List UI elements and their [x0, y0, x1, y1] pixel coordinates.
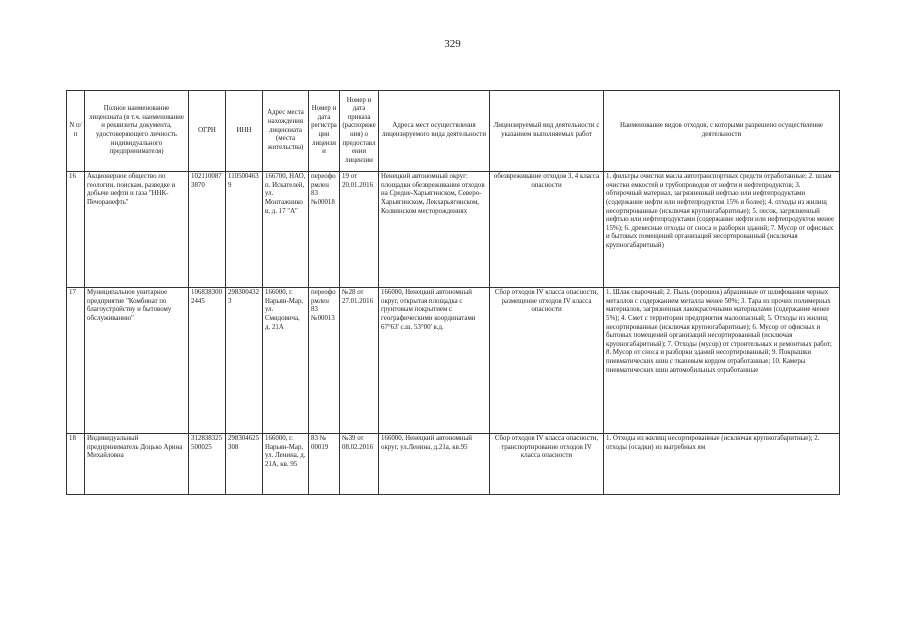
header-ogrn: ОГРН: [189, 91, 226, 172]
activity-address: Ненецкий автономный округ: площадки обезвреживания отходов на Средне-Харьягинском, Северо-Харьягинском, Лекхарьягинском, Колвинском месторождениях: [379, 172, 490, 288]
activity-address: 166000, Ненецкий автономный округ, открытая площадка с грунтовым покрытием с географическими координатами 67°63' с.ш. 53°00' в.д.: [379, 288, 490, 434]
waste-types: 1. Шлак сварочный; 2. Пыль (порошок) абразивные от шлифования черных металлов с содержанием металла менее 50%; 3. Тара из прочих полимерных материалов, загрязненная лакокрасочными материалами (содержание менее 5%); 4. Смет с территории предприятия малоопасный; 5. Отходы из жилищ несортированные (исключая крупногабаритные); 6. Мусор от офисных и бытовых помещений организаций несортированный (исключая крупногабаритный); 7. Отходы (мусор) от строительных и ремонтных работ; 8. Мусор от сноса и разборки зданий несортированный; 9. Покрышки пневматических шин с тканевым кордом отработанные; 10. Камеры пневматических шин автомобильных отработанные: [604, 288, 840, 434]
licensee-name: Индивидуальный предприниматель Доцько Арина Михайловна: [85, 434, 189, 495]
inn-value: 1105004639: [226, 172, 263, 288]
licensee-address: 166000, г. Нарьян-Мар, ул. Ленина, д. 21А, кв. 95: [263, 434, 309, 495]
waste-types: 1. фильтры очистки масла автотранспортных средств отработанные; 2. шлам очистки емкостей и трубопроводов от нефти и нефтепродуктов; 3. обтирочный материал, загрязненный нефтью или нефтепродуктами (содержание нефти или нефтепродуктов 15% и более); 4. отходы из жилищ несортированные (исключая крупногабаритные); 5. песок, загрязненный нефтью или нефтепродуктами (содержание нефти или нефтепродуктов менее 15%); 6. древесные отходы от сноса и разборки зданий; 7. Мусор от офисных и бытовых помещений организаций несортированный (исключая крупногабаритный): [604, 172, 840, 288]
inn-value: 2983004323: [226, 288, 263, 434]
license-number: переоформлен 83 №00018: [309, 172, 340, 288]
table-row: [67, 288, 840, 434]
order-number: 19 от 20.01.2016: [340, 172, 379, 288]
page-number: 329: [444, 38, 461, 50]
activity-type: Сбор отходов IV класса опасности, транспортирование отходов IV класса опасности: [490, 434, 604, 495]
licensee-address: 166700, НАО, п. Искателей, ул. Монтажников, д. 17 "А": [263, 172, 309, 288]
licensee-name: Муниципальное унитарное предприятие "Комбинат по благоустройству и бытовому обслуживанию": [85, 288, 189, 434]
order-number: №28 от 27.01.2016: [340, 288, 379, 434]
order-number: №39 от 08.02.2016: [340, 434, 379, 495]
activity-address: 166000, Ненецкий автономный округ, ул.Ленина, д.21а, кв.95: [379, 434, 490, 495]
inn-value: 298304625308: [226, 434, 263, 495]
header-name: Полное наименование лицензиата (в т.ч. наименование и реквизиты документа, удостоверяющего личность индивидуального предпринимателя): [85, 91, 189, 172]
ogrn-value: 312838325500025: [189, 434, 226, 495]
header-address: Адрес места нахождения лицензиата (места жительства): [263, 91, 309, 172]
header-row: [67, 91, 840, 172]
header-activity-type: Лицензируемый вид деятельности с указанием выполняемых работ: [490, 91, 604, 172]
row-num: 16: [67, 172, 85, 288]
activity-type: обезвреживание отходов 3, 4 класса опасности: [490, 172, 604, 288]
licensee-address: 166000, г. Нарьян-Мар, ул. Смидовича, д. 21А: [263, 288, 309, 434]
license-number: переоформлен 83 №00013: [309, 288, 340, 434]
waste-types: 1. Отходы из жилищ несортированные (исключая крупногабаритные); 2. отходы (осадки) из выгребных ям: [604, 434, 840, 495]
license-registry-table: [66, 90, 840, 495]
licensee-name: Акционерное общество по геологии, поискам, разведке и добыче нефти и газа "ННК-Печоранефть": [85, 172, 189, 288]
header-num: N п/п: [67, 91, 85, 172]
header-waste: Наименование видов отходов, с которыми разрешено осуществление деятельности: [604, 91, 840, 172]
ogrn-value: 1021100873870: [189, 172, 226, 288]
table-row: [67, 172, 840, 288]
ogrn-value: 1068383002445: [189, 288, 226, 434]
row-num: 17: [67, 288, 85, 434]
activity-type: Сбор отходов IV класса опасности, размещение отходов IV класса опасности: [490, 288, 604, 434]
header-license: Номер и дата регистрации лицензии: [309, 91, 340, 172]
header-order: Номер и дата приказа (распоряжения) о предоставлении лицензии: [340, 91, 379, 172]
license-number: 83 № 00019: [309, 434, 340, 495]
row-num: 18: [67, 434, 85, 495]
table-row: [67, 434, 840, 495]
header-activity-address: Адреса мест осуществления лицензируемого вида деятельности: [379, 91, 490, 172]
header-inn: ИНН: [226, 91, 263, 172]
